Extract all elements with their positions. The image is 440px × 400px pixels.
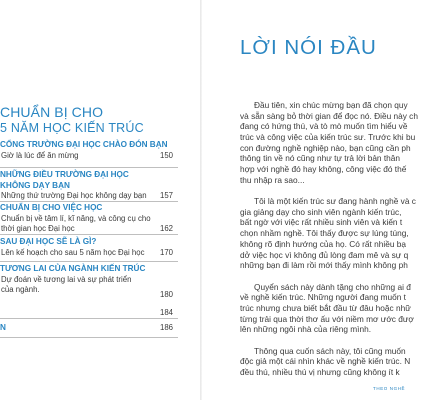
toc-entry	[0, 140, 200, 161]
text-line: Quyển sách này dành tặng cho những ai đ	[254, 281, 411, 292]
preface-paragraph	[240, 282, 440, 335]
text-line: độc giả một cái nhìn khác về nghề kiến trúc. N	[240, 356, 411, 367]
text-line: thu nhập ra sao...	[240, 174, 305, 185]
text-line: gia giảng dạy cho sinh viên ngành kiến trúc,	[240, 206, 402, 217]
toc-entry	[0, 323, 200, 334]
toc-description: Dự đoán về tương lai và sự phát triển	[1, 274, 132, 284]
part-title-line2: 5 NĂM HỌC KIẾN TRÚC	[0, 121, 144, 135]
toc-divider	[0, 201, 178, 202]
toc-heading: SAU ĐẠI HỌC SẼ LÀ GÌ?	[0, 237, 97, 246]
toc-description: Lên kế hoạch cho sau 5 năm học Đại học	[1, 247, 145, 257]
text-line: những bạn đi làm rồi mới thấy mình không ph	[240, 260, 408, 271]
preface-body	[240, 100, 440, 388]
text-line: Đầu tiên, xin chúc mừng bạn đã chọn quy	[254, 100, 408, 110]
toc-heading: TƯƠNG LAI CỦA NGÀNH KIẾN TRÚC	[0, 264, 146, 273]
toc-page-number: 186	[159, 323, 173, 332]
toc-page	[0, 0, 202, 400]
preface-paragraph	[240, 346, 440, 378]
toc-page-number: 180	[159, 290, 173, 299]
text-line: trúc nhưng chưa biết bắt đầu từ đâu hoặc nhữ	[240, 302, 411, 313]
preface-page	[202, 0, 418, 400]
text-line: bất ngờ với việc rất nhiều sinh viên và kiến t	[240, 217, 403, 228]
toc-page-number: 184	[159, 308, 173, 317]
toc-entry	[0, 264, 200, 299]
text-line: về nghề kiến trúc. Những người đang muốn t	[240, 292, 406, 303]
toc-divider	[0, 318, 178, 319]
text-line: hợp với nghề đó hay không, công việc đó thế	[240, 164, 407, 175]
preface-paragraph	[240, 100, 440, 186]
toc-heading: NHỮNG ĐIỀU TRƯỜNG ĐẠI HỌC	[0, 170, 129, 179]
text-line: lên những ngôi nhà của riêng mình.	[240, 324, 372, 335]
toc-description: Giờ là lúc để ăn mừng	[1, 150, 79, 160]
text-line: thông tin về nó cũng như tự trả lời bản thân	[240, 153, 401, 164]
text-line: đang có hứng thú, và tò mò muốn tìm hiểu về	[240, 121, 408, 132]
toc-divider	[0, 234, 178, 235]
toc-divider	[0, 337, 178, 338]
part-title	[0, 104, 200, 136]
toc-divider	[0, 261, 178, 262]
part-title-line1: CHUẨN BỊ CHO	[0, 104, 104, 120]
toc-divider	[0, 167, 178, 168]
text-line: con đường nghề nghiệp nào, bạn cũng cần ph	[240, 142, 411, 153]
preface-paragraph	[240, 196, 440, 271]
text-line: từng trải qua thời thơ ấu với niềm mơ ước đượ	[240, 313, 414, 324]
toc-page-number: 150	[159, 151, 173, 160]
text-line: và sẵn sàng bỏ thời gian để đọc nó. Điều này ch	[240, 110, 418, 121]
toc-entry	[0, 237, 200, 258]
toc-page-number: 162	[159, 224, 173, 233]
text-line: Thông qua cuốn sách này, tôi cũng muốn	[254, 345, 406, 356]
running-footer: THEO NGHỀ	[373, 386, 406, 391]
preface-title: LỜI NÓI ĐẦU	[240, 36, 377, 59]
text-line: Tôi là một kiến trúc sư đang hành nghề và c	[254, 196, 416, 207]
text-line: trúc và công việc của kiến trúc sư. Trước khi bu	[240, 132, 416, 143]
text-line: dở việc học vì không đủ lòng đam mê và sự q	[240, 249, 409, 260]
toc-heading: CHUẨN BỊ CHO VIỆC HỌC	[0, 203, 103, 212]
text-line: chọn nhầm nghề. Tôi thấy được sự lúng túng,	[240, 228, 409, 239]
toc-page-number: 157	[159, 191, 173, 200]
toc-heading: N	[0, 323, 6, 332]
toc-heading: CỔNG TRƯỜNG ĐẠI HỌC CHÀO ĐÓN BẠN	[0, 140, 168, 149]
toc-page-number: 170	[159, 248, 173, 257]
toc-entry	[0, 203, 200, 234]
toc-entry	[0, 170, 200, 201]
toc-description: của ngành.	[1, 284, 40, 294]
toc-description: thời gian học Đại học	[1, 223, 75, 233]
toc-description: Chuẩn bị về tâm lí, kĩ năng, và công cụ cho	[1, 213, 151, 223]
toc-heading: KHÔNG DẠY BẠN	[0, 180, 70, 190]
toc-description: Những thứ trường Đại học không dạy bạn	[1, 191, 147, 200]
text-line: không rõ định hướng của họ. Có rất nhiều bạ	[240, 238, 406, 249]
text-line: đều thú, nhiều thú vị nhưng cũng không ít k	[240, 366, 400, 377]
